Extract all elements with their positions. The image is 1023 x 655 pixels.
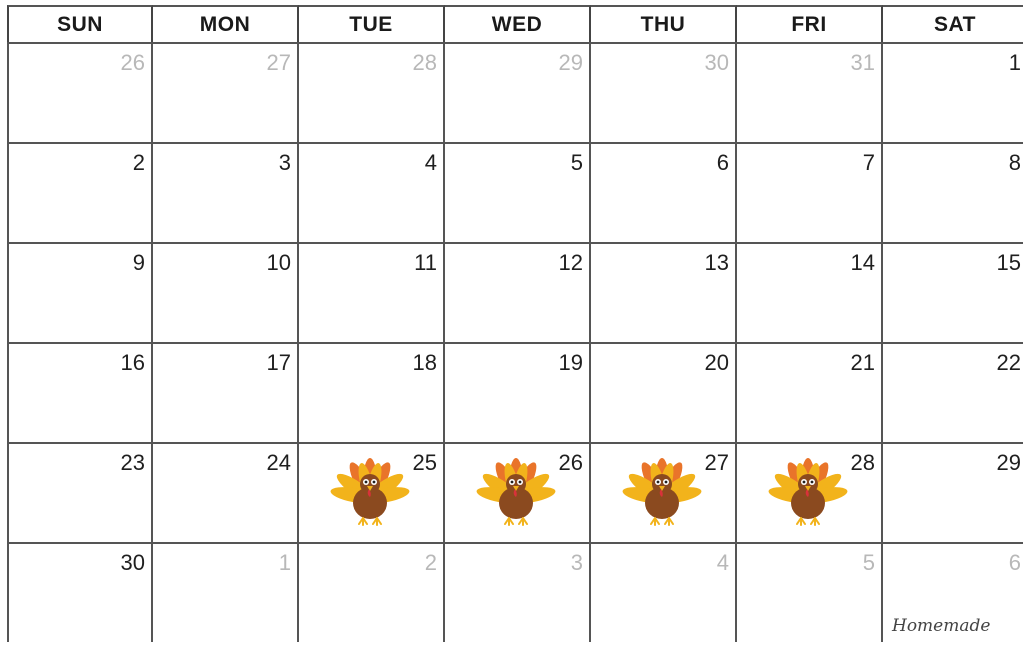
- day-number: 7: [862, 150, 875, 175]
- day-number: 1: [1008, 50, 1021, 75]
- day-number: 19: [558, 350, 583, 375]
- calendar-day-cell[interactable]: [299, 442, 445, 542]
- day-number: 11: [414, 250, 437, 275]
- calendar-day-cell[interactable]: [591, 442, 737, 542]
- calendar-day-cell[interactable]: [883, 242, 1023, 342]
- calendar-day-cell[interactable]: [299, 142, 445, 242]
- weekday-header-tue: TUE: [299, 5, 445, 42]
- day-number: 18: [412, 350, 437, 375]
- calendar-day-cell[interactable]: [153, 142, 299, 242]
- day-number: 31: [850, 50, 875, 75]
- day-number: 29: [558, 50, 583, 75]
- calendar-day-cell[interactable]: [153, 542, 299, 642]
- calendar-day-cell[interactable]: [591, 542, 737, 642]
- weekday-header-row: [7, 5, 1023, 42]
- weekday-header-mon: MON: [153, 5, 299, 42]
- calendar-day-cell[interactable]: [299, 242, 445, 342]
- day-number: 1: [278, 550, 291, 575]
- day-number: 8: [1008, 150, 1021, 175]
- day-number: 3: [570, 550, 583, 575]
- day-number: 28: [412, 50, 437, 75]
- day-number: 22: [996, 350, 1021, 375]
- day-number: 27: [704, 450, 729, 475]
- calendar-day-cell[interactable]: [591, 242, 737, 342]
- day-number: 28: [850, 450, 875, 475]
- day-number: 2: [132, 150, 145, 175]
- calendar-day-cell[interactable]: [445, 142, 591, 242]
- day-number: 2: [424, 550, 437, 575]
- day-number: 6: [716, 150, 729, 175]
- calendar-day-cell[interactable]: [299, 42, 445, 142]
- calendar-day-cell[interactable]: [299, 542, 445, 642]
- calendar-day-cell[interactable]: [737, 542, 883, 642]
- day-number: 5: [862, 550, 875, 575]
- day-number: 23: [120, 450, 145, 475]
- day-number: 26: [558, 450, 583, 475]
- calendar-day-cell[interactable]: [7, 542, 153, 642]
- day-number: 13: [704, 250, 729, 275]
- calendar-day-cell[interactable]: [591, 142, 737, 242]
- day-number: 3: [278, 150, 291, 175]
- calendar-week-row: [7, 442, 1023, 542]
- homemade-watermark: Homemade: [892, 616, 991, 636]
- day-number: 4: [716, 550, 729, 575]
- calendar-day-cell[interactable]: [153, 342, 299, 442]
- calendar-week-row: [7, 542, 1023, 642]
- calendar-day-cell[interactable]: [7, 342, 153, 442]
- calendar-day-cell[interactable]: [737, 242, 883, 342]
- calendar-day-cell[interactable]: [7, 442, 153, 542]
- day-number: 9: [132, 250, 145, 275]
- turkey-icon: [763, 448, 853, 528]
- weekday-header-sat: SAT: [883, 5, 1023, 42]
- calendar-day-cell[interactable]: [445, 542, 591, 642]
- calendar-week-row: [7, 142, 1023, 242]
- calendar-day-cell[interactable]: [883, 42, 1023, 142]
- calendar-day-cell[interactable]: [153, 242, 299, 342]
- calendar-day-cell[interactable]: [7, 242, 153, 342]
- day-number: 21: [850, 350, 875, 375]
- day-number: 6: [1008, 550, 1021, 575]
- day-number: 20: [704, 350, 729, 375]
- day-number: 30: [704, 50, 729, 75]
- calendar-day-cell[interactable]: [153, 442, 299, 542]
- calendar-day-cell[interactable]: [737, 42, 883, 142]
- calendar-day-cell[interactable]: [883, 442, 1023, 542]
- day-number: 25: [412, 450, 437, 475]
- calendar-day-cell[interactable]: [445, 242, 591, 342]
- turkey-icon: [617, 448, 707, 528]
- calendar-day-cell[interactable]: [299, 342, 445, 442]
- turkey-icon: [325, 448, 415, 528]
- calendar-week-row: [7, 42, 1023, 142]
- day-number: 29: [996, 450, 1021, 475]
- day-number: 27: [266, 50, 291, 75]
- calendar-day-cell[interactable]: [7, 42, 153, 142]
- calendar-grid: [7, 42, 1023, 642]
- calendar-day-cell[interactable]: [445, 342, 591, 442]
- day-number: 10: [266, 250, 291, 275]
- day-number: 5: [570, 150, 583, 175]
- calendar-day-cell[interactable]: [883, 342, 1023, 442]
- calendar-day-cell[interactable]: [737, 442, 883, 542]
- calendar-day-cell[interactable]: [153, 42, 299, 142]
- day-number: 17: [266, 350, 291, 375]
- day-number: 24: [266, 450, 291, 475]
- calendar-week-row: [7, 242, 1023, 342]
- day-number: 15: [996, 250, 1021, 275]
- turkey-icon: [471, 448, 561, 528]
- calendar-day-cell[interactable]: [591, 42, 737, 142]
- calendar-day-cell[interactable]: [737, 142, 883, 242]
- day-number: 30: [120, 550, 145, 575]
- day-number: 12: [558, 250, 583, 275]
- day-number: 14: [850, 250, 875, 275]
- calendar-day-cell[interactable]: [883, 142, 1023, 242]
- day-number: 4: [424, 150, 437, 175]
- weekday-header-sun: SUN: [7, 5, 153, 42]
- weekday-header-thu: THU: [591, 5, 737, 42]
- calendar-day-cell[interactable]: [445, 42, 591, 142]
- weekday-header-wed: WED: [445, 5, 591, 42]
- calendar-day-cell[interactable]: [591, 342, 737, 442]
- day-number: 16: [120, 350, 145, 375]
- calendar: [7, 5, 1023, 655]
- calendar-week-row: [7, 342, 1023, 442]
- day-number: 26: [120, 50, 145, 75]
- weekday-header-fri: FRI: [737, 5, 883, 42]
- calendar-day-cell[interactable]: [445, 442, 591, 542]
- calendar-day-cell[interactable]: [737, 342, 883, 442]
- calendar-day-cell[interactable]: [7, 142, 153, 242]
